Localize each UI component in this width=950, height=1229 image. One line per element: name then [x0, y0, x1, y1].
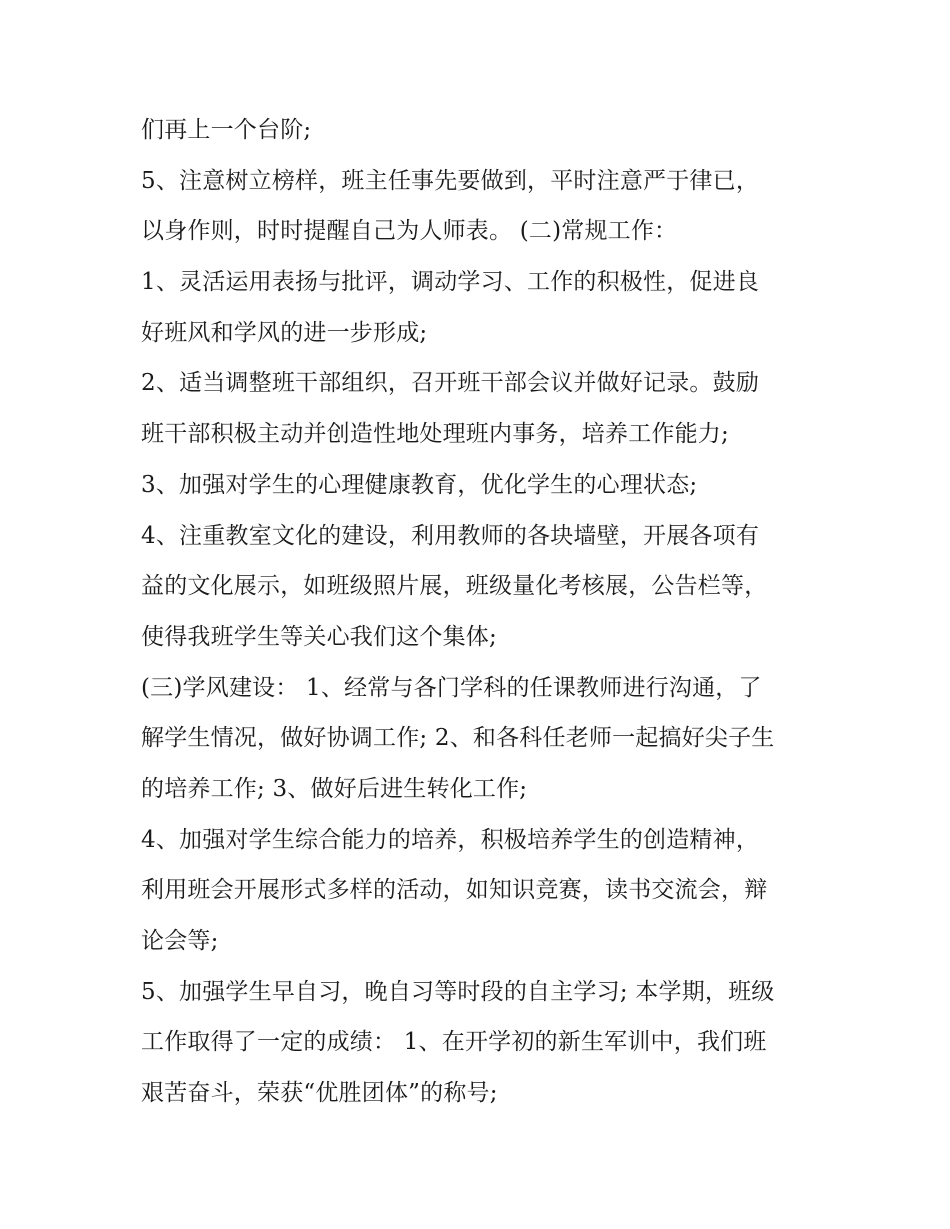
text-line: 解学生情况，做好协调工作; 2、和各科任老师一起搞好尖子生	[141, 725, 775, 752]
text-line: 2、适当调整班干部组织，召开班干部会议并做好记录。鼓励	[141, 370, 760, 397]
text-line: 4、加强对学生综合能力的培养，积极培养学生的创造精神，	[141, 826, 760, 853]
text-line: 使得我班学生等关心我们这个集体;	[141, 623, 497, 650]
text-line: (三)学风建设： 1、经常与各门学科的任课教师进行沟通，了	[141, 674, 762, 701]
text-line: 1、灵活运用表扬与批评，调动学习、工作的积极性，促进良	[141, 269, 760, 296]
text-line: 工作取得了一定的成绩： 1、在开学初的新生军训中，我们班	[141, 1029, 767, 1056]
text-line: 好班风和学风的进一步形成;	[141, 319, 428, 346]
text-line: 以身作则，时时提醒自己为人师表。 (二)常规工作：	[141, 218, 678, 245]
text-line: 班干部积极主动并创造性地处理班内事务，培养工作能力;	[141, 421, 729, 448]
text-line: 4、注重教室文化的建设，利用教师的各块墙壁，开展各项有	[141, 522, 760, 549]
text-line: 5、注意树立榜样，班主任事先要做到，平时注意严于律已，	[141, 167, 760, 194]
body-text	[141, 105, 821, 1119]
text-line: 们再上一个台阶;	[141, 117, 312, 143]
text-line: 益的文化展示，如班级照片展，班级量化考核展，公告栏等，	[141, 573, 768, 600]
text-line: 的培养工作; 3、做好后进生转化工作;	[141, 775, 528, 802]
text-line: 利用班会开展形式多样的活动，如知识竞赛，读书交流会，辩	[141, 877, 768, 904]
text-line: 艰苦奋斗，荣获“优胜团体”的称号;	[141, 1080, 498, 1107]
text-line: 3、加强对学生的心理健康教育，优化学生的心理状态;	[141, 471, 698, 498]
text-line: 论会等;	[141, 928, 219, 954]
text-line: 5、加强学生早自习，晚自习等时段的自主学习; 本学期，班级	[141, 978, 775, 1005]
